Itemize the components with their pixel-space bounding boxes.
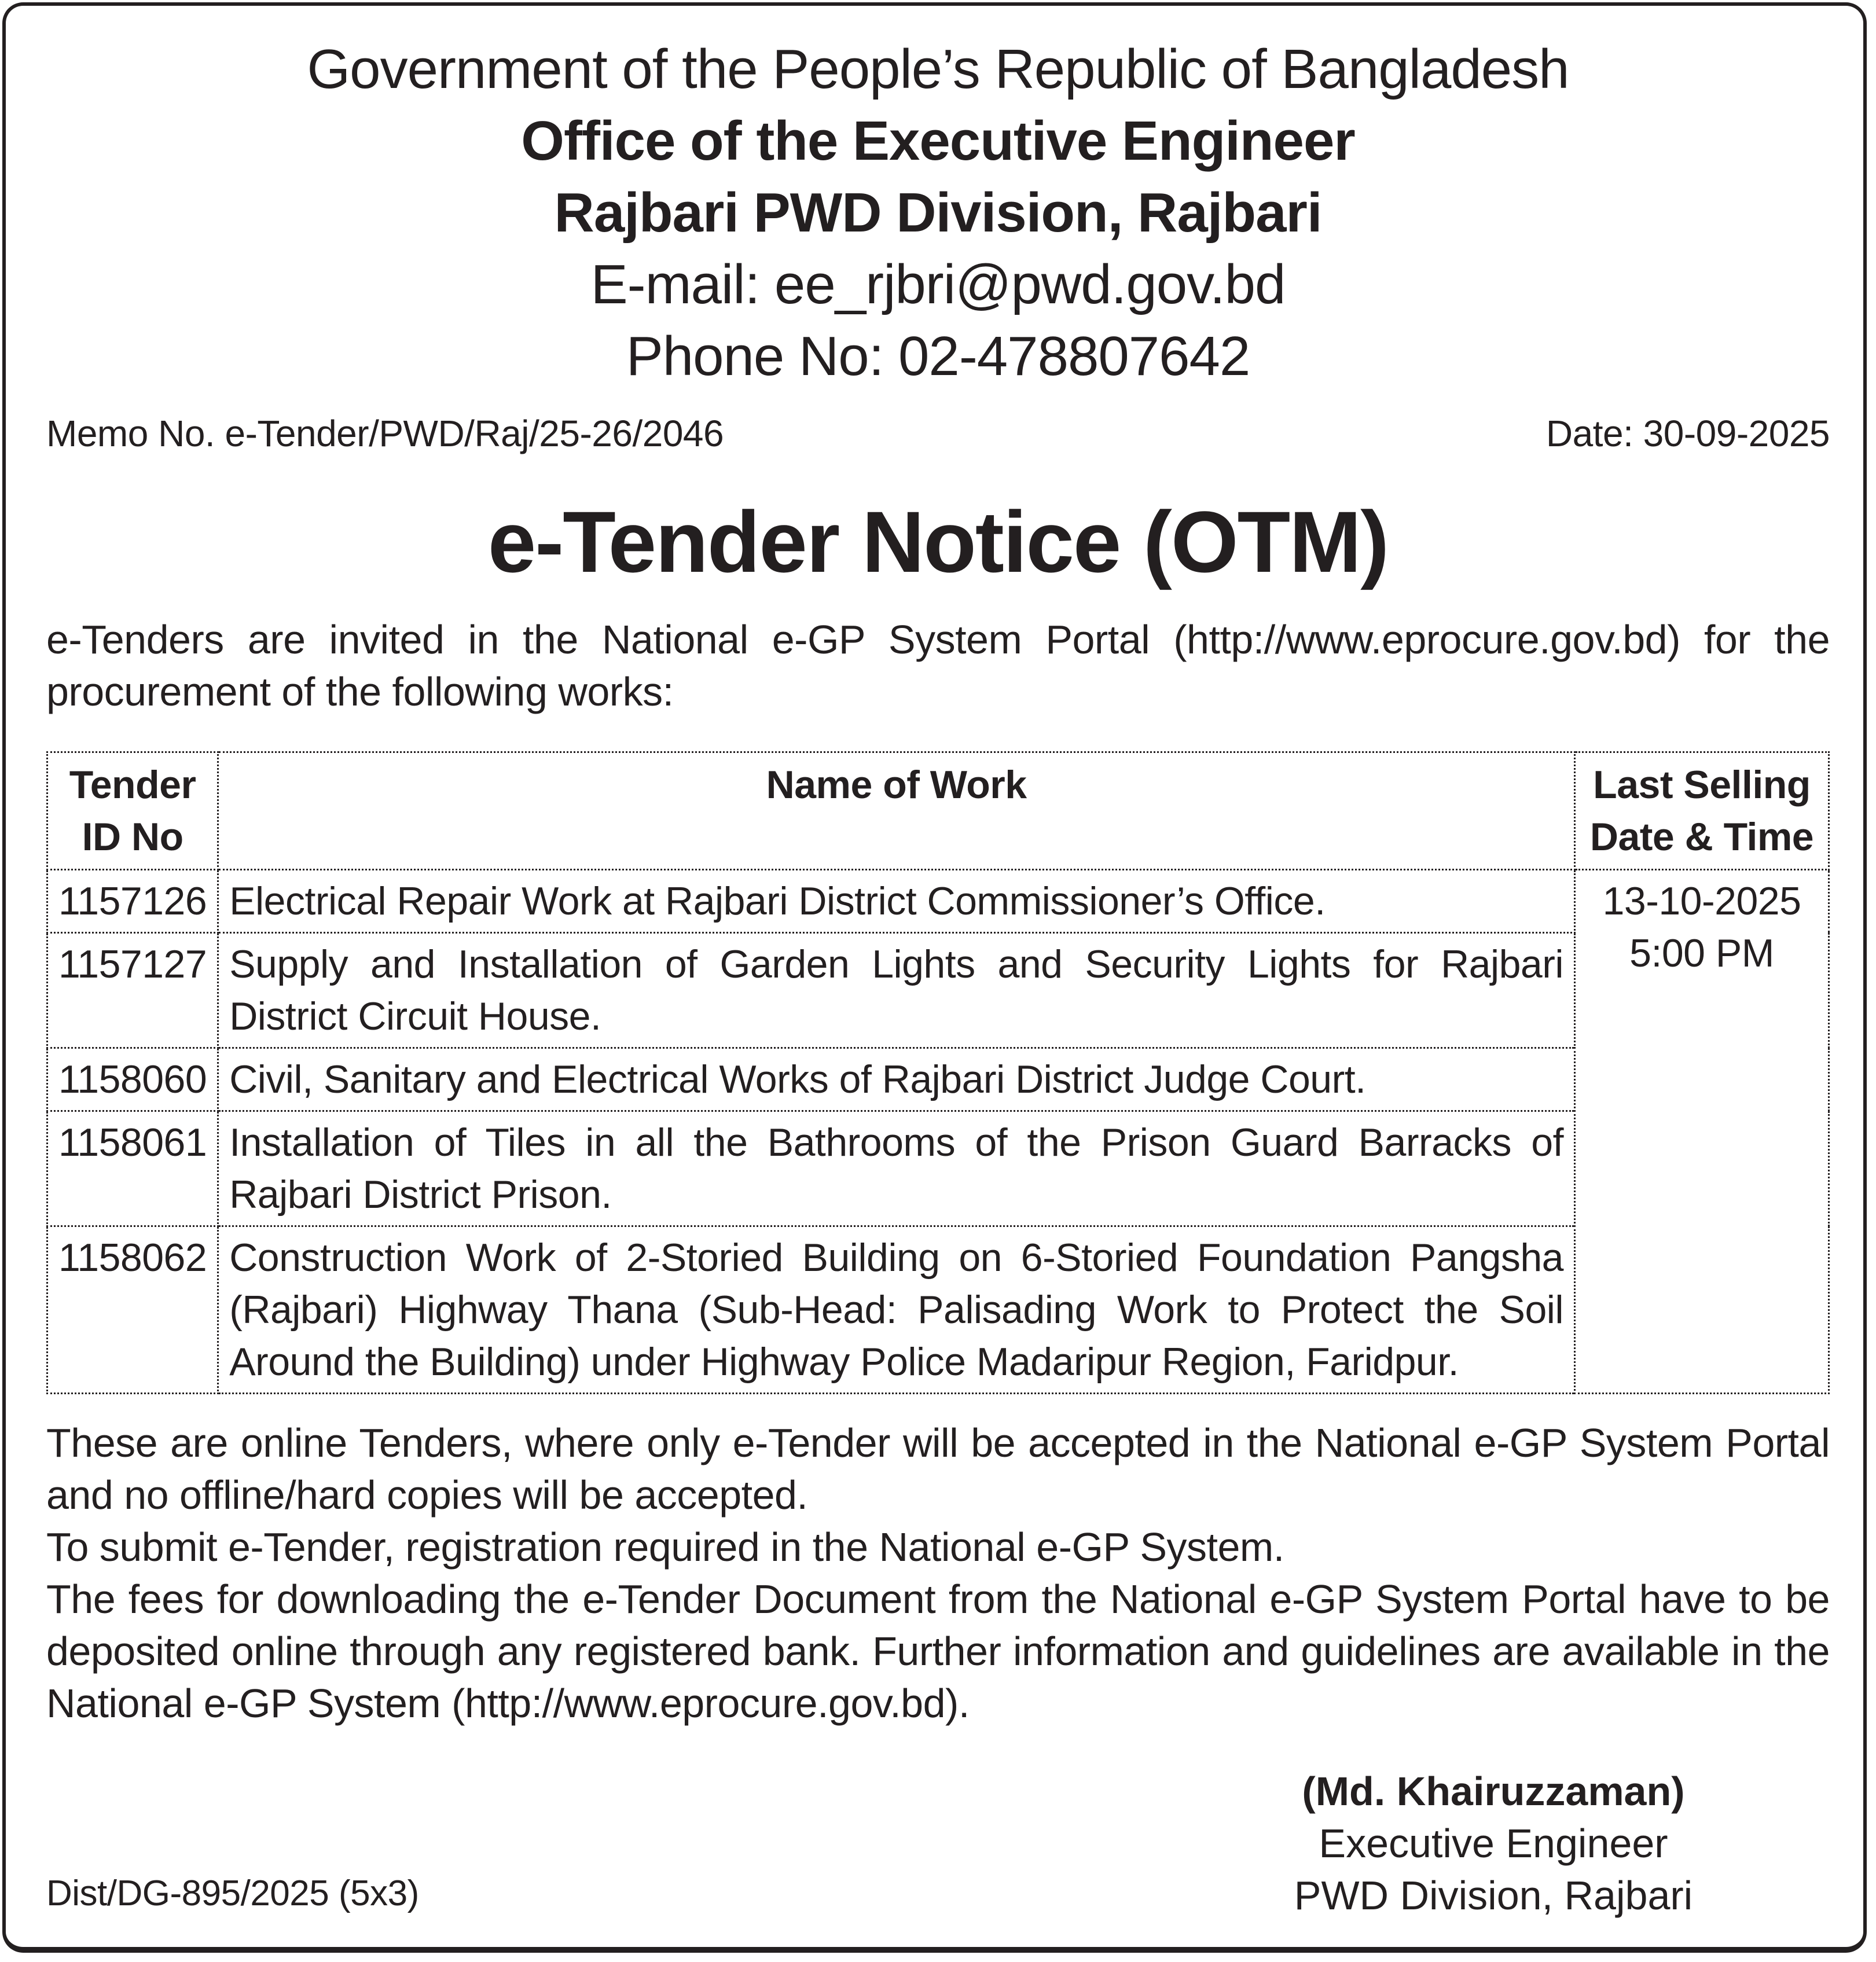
table-row <box>47 870 1829 933</box>
table-row <box>47 933 1829 1048</box>
page-title: e-Tender Notice (OTM) <box>487 493 1389 590</box>
intro-paragraph: e-Tenders are invited in the National e-GP System Portal (http://www.eprocure.gov.bd) for the procurement of the following works: <box>46 617 1830 714</box>
tender-id: 1157127 <box>47 933 218 1048</box>
terms-registration: To submit e-Tender, registration required in the National e-GP System. <box>46 1524 1284 1570</box>
government-line: Government of the People’s Republic of Bangladesh <box>307 38 1569 100</box>
tender-id: 1157126 <box>47 870 218 933</box>
work-name: Electrical Repair Work at Rajbari District Commissioner’s Office. <box>218 870 1575 933</box>
terms-fees: The fees for downloading the e-Tender Document from the National e-GP System Portal have to be deposited online through any registered bank. Further information and guidelines are available in the National e-GP System (http://www.eprocure.gov.bd). <box>46 1577 1830 1726</box>
tender-id: 1158062 <box>47 1226 218 1394</box>
signatory-designation: Executive Engineer <box>1319 1821 1668 1866</box>
header-last-selling <box>1575 752 1829 870</box>
distribution-code: Dist/DG-895/2025 (5x3) <box>46 1873 419 1913</box>
header-tender-id <box>47 752 218 870</box>
table-row <box>47 1226 1829 1394</box>
division-line: Rajbari PWD Division, Rajbari <box>554 182 1322 244</box>
work-name: Civil, Sanitary and Electrical Works of Rajbari District Judge Court. <box>218 1048 1575 1111</box>
signature-block <box>1204 1765 1783 1921</box>
table-header-row <box>47 752 1829 870</box>
letterhead <box>0 34 1876 392</box>
work-name: Construction Work of 2-Storied Building on 6-Storied Foundation Pangsha (Rajbari) Highway Thana (Sub-Head: Palisading Work to Protect the Soil Around the Building) under Highway Police Madaripur Region, Faridpur. <box>218 1226 1575 1394</box>
last-selling-date-time <box>1575 870 1829 1394</box>
work-name: Installation of Tiles in all the Bathrooms of the Prison Guard Barracks of Rajbari District Prison. <box>218 1111 1575 1226</box>
header-tender-id-line2: ID No <box>82 815 183 859</box>
memo-date: Date: 30-09-2025 <box>1545 413 1830 454</box>
table-row <box>47 1111 1829 1226</box>
memo-row <box>46 412 1830 455</box>
tender-id: 1158061 <box>47 1111 218 1226</box>
tender-id: 1158060 <box>47 1048 218 1111</box>
header-name-of-work: Name of Work <box>218 752 1575 870</box>
terms-online-only: These are online Tenders, where only e-Tender will be accepted in the National e-GP System Portal and no offline/hard copies will be accepted. <box>46 1420 1830 1518</box>
last-selling-date: 13-10-2025 <box>1602 879 1801 923</box>
work-name: Supply and Installation of Garden Lights and Security Lights for Rajbari District Circuit House. <box>218 933 1575 1048</box>
phone-line: Phone No: 02-478807642 <box>626 325 1250 387</box>
header-tender-id-line1: Tender <box>69 763 196 807</box>
signatory-office: PWD Division, Rajbari <box>1294 1873 1693 1918</box>
signatory-name: (Md. Khairuzzaman) <box>1302 1769 1685 1814</box>
header-last-selling-line1: Last Selling <box>1593 763 1811 807</box>
memo-number: Memo No. e-Tender/PWD/Raj/25-26/2046 <box>46 413 724 454</box>
email-line: E-mail: ee_rjbri@pwd.gov.bd <box>590 253 1286 315</box>
tender-table <box>46 751 1830 1394</box>
terms-section <box>46 1417 1830 1729</box>
header-last-selling-line2: Date & Time <box>1589 815 1814 859</box>
last-selling-time: 5:00 PM <box>1629 931 1774 975</box>
table-row <box>47 1048 1829 1111</box>
office-line: Office of the Executive Engineer <box>521 110 1355 172</box>
